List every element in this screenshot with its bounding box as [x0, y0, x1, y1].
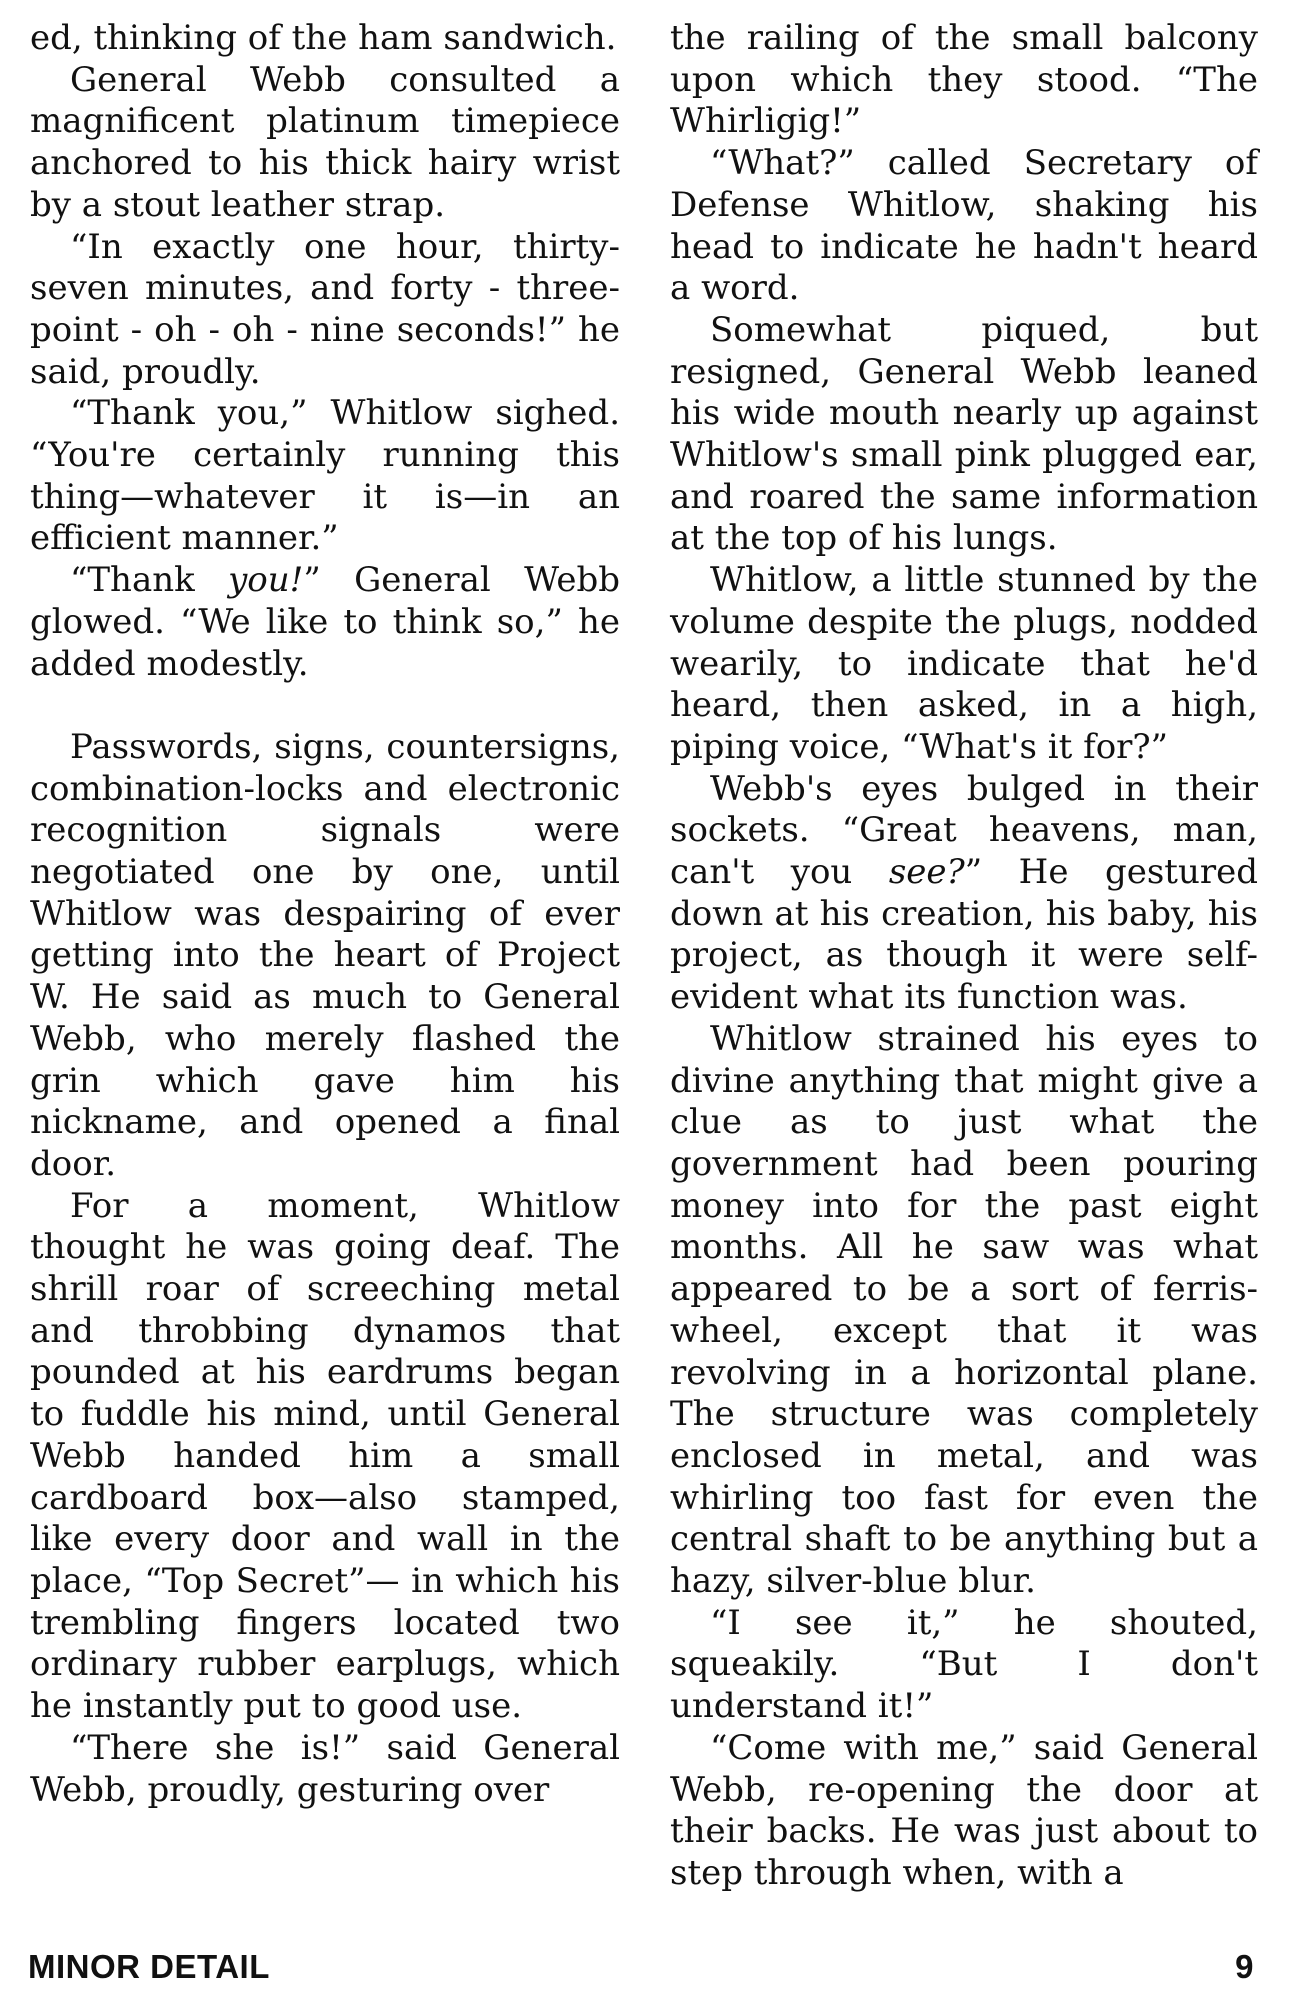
page-number: 9: [1235, 1948, 1254, 1985]
text-run: ” He gestured down at his creation, his baby, his project, as though it were self-evident what its function was.: [670, 852, 1258, 1018]
paragraph: Somewhat piqued, but resigned, General Webb leaned his wide mouth nearly up against Whitlow's small pink plugged ear, and roared the same information at the top of his lungs.: [670, 309, 1258, 559]
italic-text: you!: [228, 560, 304, 601]
paragraph: “In exactly one hour, thirty-seven minutes, and forty - three-point - oh - oh - nine seconds!” he said, proudly.: [30, 226, 620, 392]
paragraph: [30, 560, 620, 685]
paragraph: the railing of the small balcony upon which they stood. “The Whirligig!”: [670, 18, 1258, 142]
paragraph: For a moment, Whitlow thought he was going deaf. The shrill roar of screeching metal and throbbing dynamos that pounded at his eardrums began to fuddle his mind, until General Webb handed him a small cardboard box—also stamped, like every door and wall in the place, “Top Secret”— in which his trembling fingers located two ordinary rubber earplugs, which he instantly put to good use.: [30, 1185, 620, 1727]
text-run: Webb's eyes bulged in their sockets. “Great heavens, man, can't you: [670, 768, 1258, 893]
paragraph: Whitlow, a little stunned by the volume despite the plugs, nodded wearily, to indicate that he'd heard, then asked, in a high, piping voice, “What's it for?”: [670, 560, 1258, 767]
paragraph: ed, thinking of the ham sandwich.: [30, 18, 617, 58]
paragraph: Whitlow strained his eyes to divine anything that might give a clue as to just what the government had been pouring money into for the past eight months. All he saw was what appeared to be a sort of ferris-wheel, except that it was revolving in a horizontal plane. The structure was completely enclosed in metal, and was whirling too fast for even the central shaft to be anything but a hazy, silver-blue blur.: [670, 1018, 1258, 1602]
running-title: MINOR DETAIL: [28, 1948, 270, 1985]
paragraph: “There she is!” said General Webb, proudly, gesturing over: [30, 1727, 620, 1810]
paragraph: “What?” called Secretary of Defense Whitlow, shaking his head to indicate he hadn't heard a word.: [670, 143, 1258, 309]
page-footer: [28, 1948, 1254, 1992]
paragraph: “Come with me,” said General Webb, re-opening the door at their backs. He was just about to step through when, with a: [670, 1727, 1258, 1893]
paragraph: [670, 769, 1258, 1019]
text-run: “Thank: [70, 560, 229, 601]
right-column: [670, 18, 1258, 1895]
paragraph: “Thank you,” Whitlow sighed. “You're certainly running this thing—whatever it is—in an efficient manner.”: [30, 393, 620, 559]
text-run: ” General Webb glowed. “We like to think so,” he added modestly.: [30, 560, 620, 684]
paragraph: General Webb consulted a magnificent platinum timepiece anchored to his thick hairy wrist by a stout leather strap.: [30, 59, 620, 225]
left-column: [30, 18, 620, 1811]
italic-text: see?: [888, 852, 965, 893]
paragraph: “I see it,” he shouted, squeakily. “But I don't understand it!”: [670, 1602, 1258, 1727]
paragraph: Passwords, signs, countersigns, combination-locks and electronic recognition signals were negotiated one by one, until Whitlow was despairing of ever getting into the heart of Project W. He said as much to General Webb, who merely flashed the grin which gave him his nickname, and opened a final door.: [30, 726, 620, 1184]
